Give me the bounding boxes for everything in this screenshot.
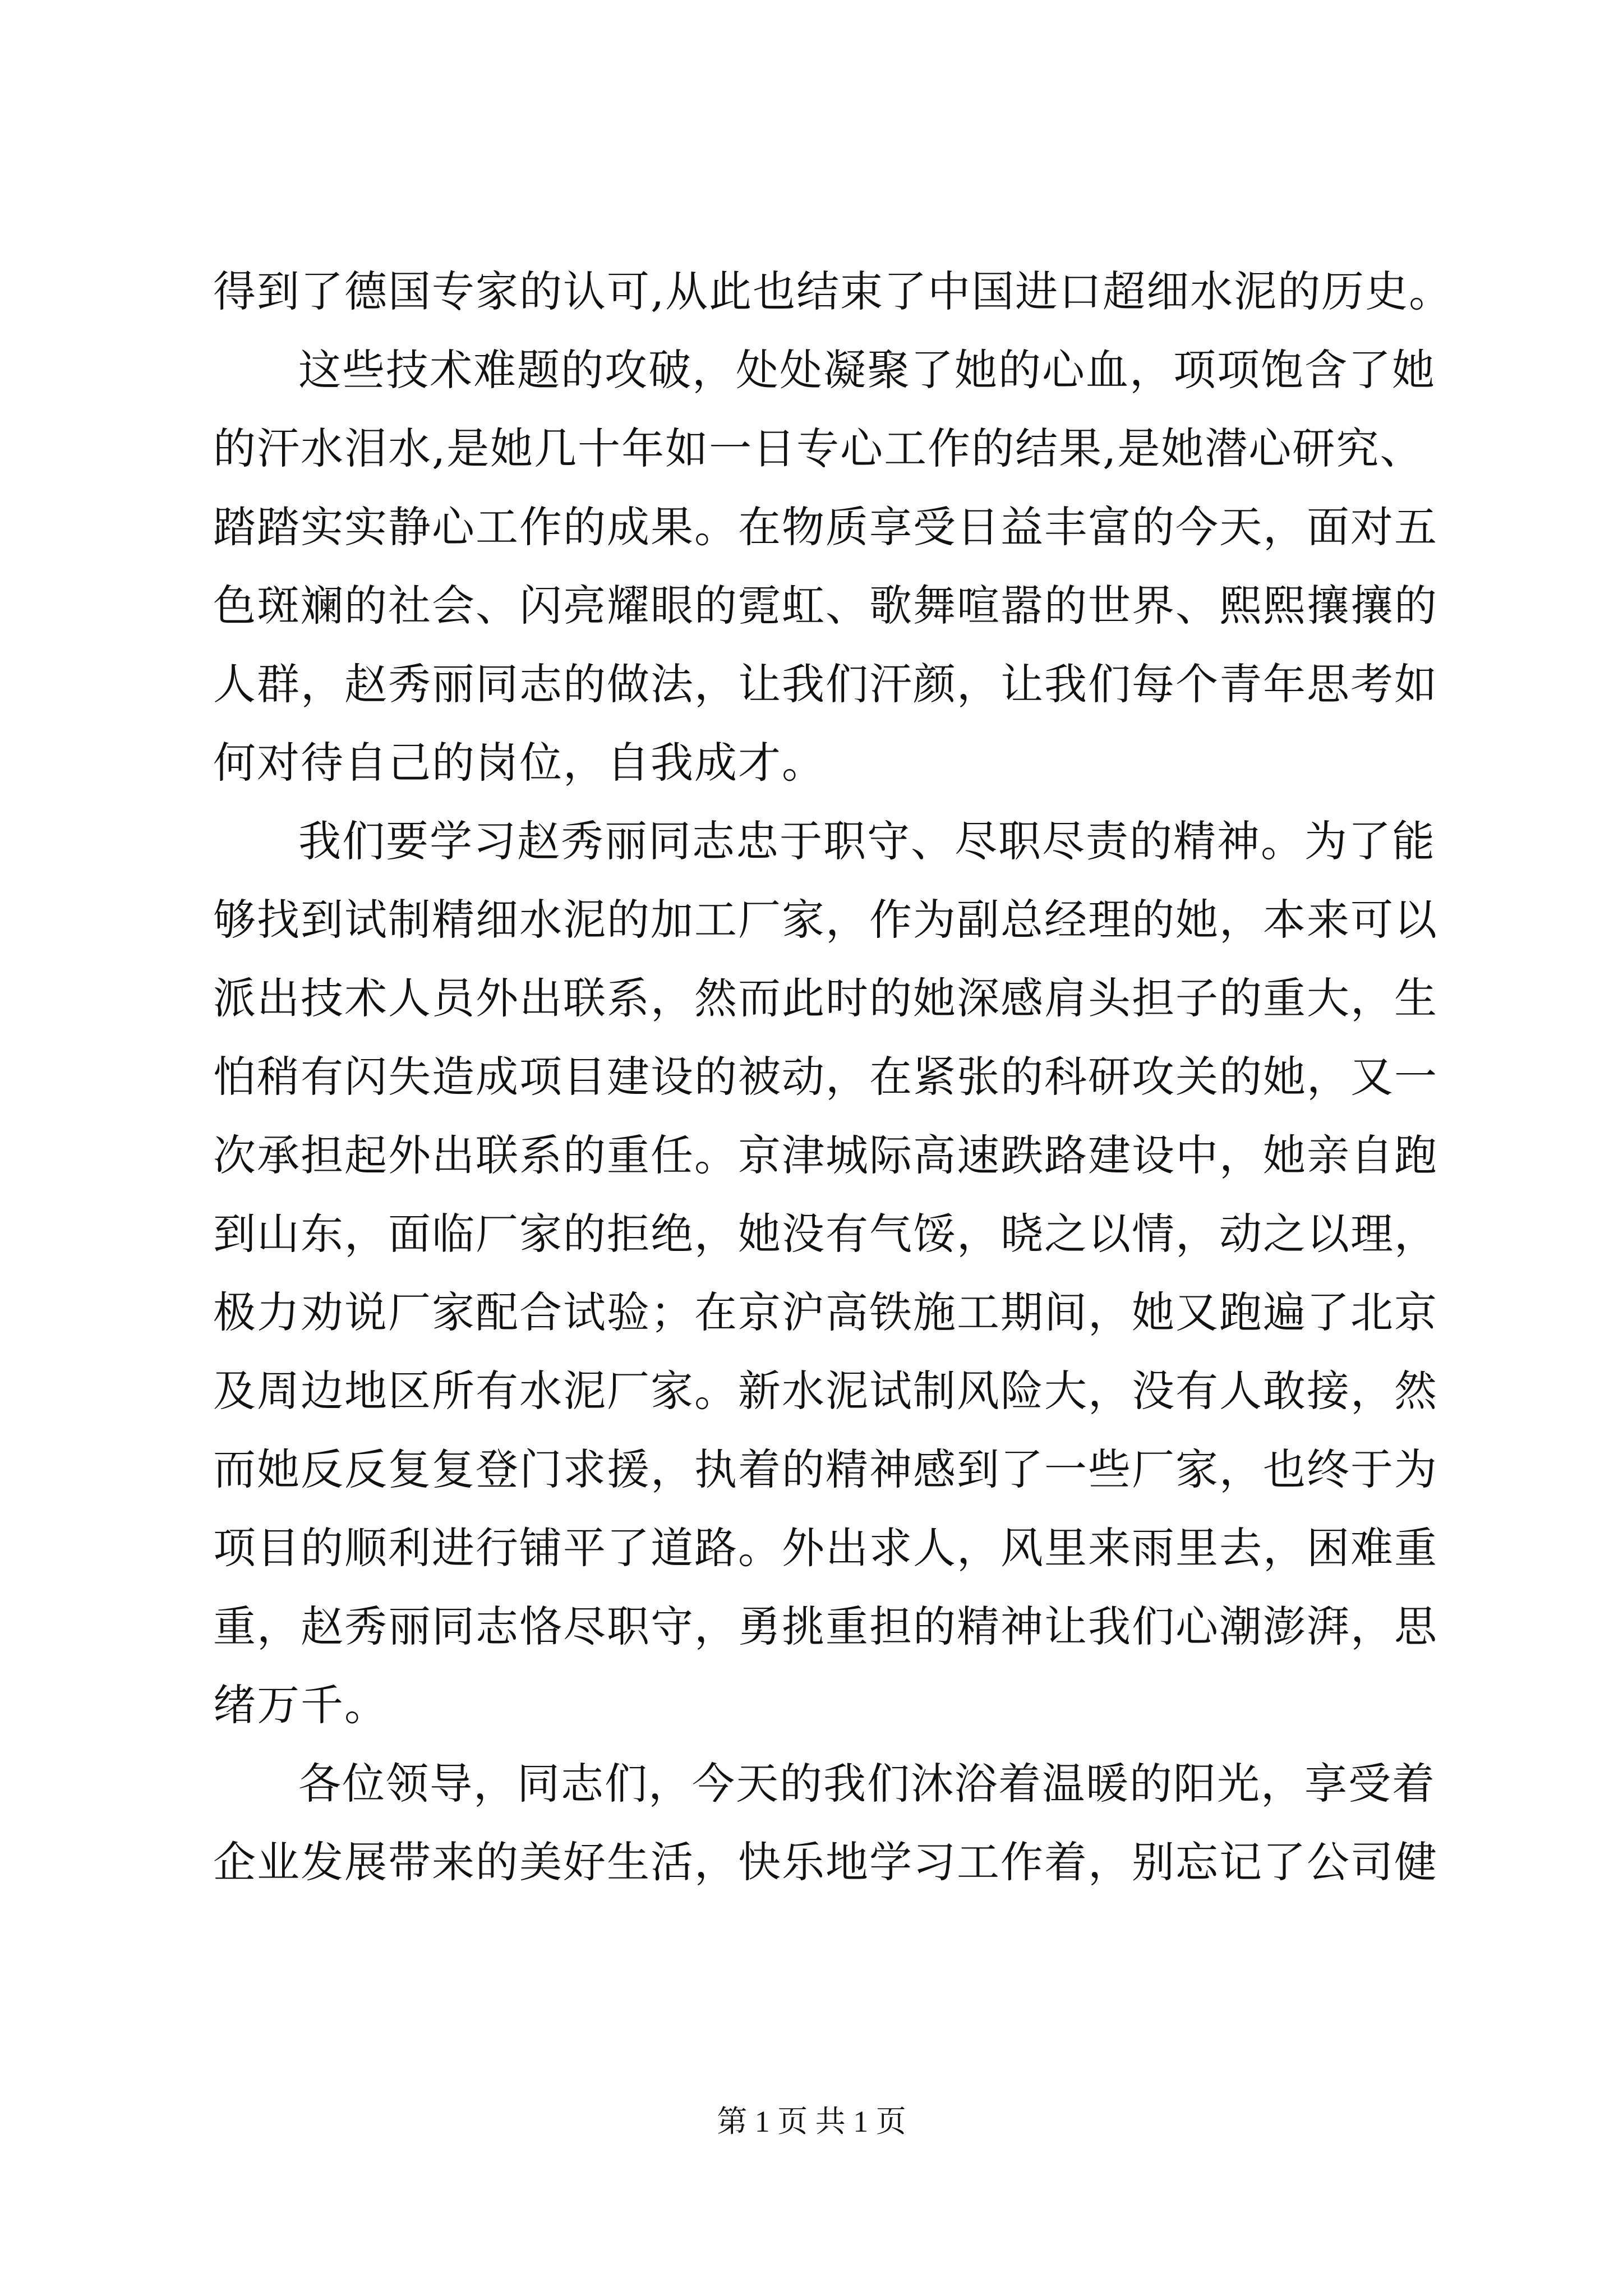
paragraph-start-line: 这些技术难题的攻破，处处凝聚了她的心血，项项饱含了她 <box>298 345 1436 395</box>
text-line: 得到了德国专家的认可,从此也结束了中国进口超细水泥的历史。 <box>213 266 1453 316</box>
text-line: 企业发展带来的美好生活，快乐地学习工作着，别忘记了公司健 <box>213 1837 1438 1887</box>
text-line: 项目的顺利进行铺平了道路。外出求人，风里来雨里去，困难重 <box>213 1523 1438 1573</box>
text-line: 而她反反复复登门求援，执着的精神感到了一些厂家，也终于为 <box>213 1444 1438 1494</box>
text-line: 次承担起外出联系的重任。京津城际高速跌路建设中，她亲自跑 <box>213 1130 1438 1180</box>
page-footer: 第 1 页 共 1 页 <box>717 2105 906 2138</box>
text-line: 怕稍有闪失造成项目建设的被动，在紧张的科研攻关的她，又一 <box>213 1052 1438 1102</box>
text-line: 够找到试制精细水泥的加工厂家，作为副总经理的她，本来可以 <box>213 895 1438 945</box>
text-line: 到山东，面临厂家的拒绝，她没有气馁，晓之以情，动之以理， <box>213 1209 1438 1259</box>
text-line: 派出技术人员外出联系，然而此时的她深感肩头担子的重大，生 <box>213 973 1438 1023</box>
text-line: 及周边地区所有水泥厂家。新水泥试制风险大，没有人敢接，然 <box>213 1366 1438 1416</box>
text-line: 重，赵秀丽同志恪尽职守，勇挑重担的精神让我们心潮澎湃，思 <box>213 1602 1438 1651</box>
text-line: 色斑斓的社会、闪亮耀眼的霓虹、歌舞喧嚣的世界、熙熙攘攘的 <box>213 581 1438 631</box>
paragraph-start-line: 我们要学习赵秀丽同志忠于职守、尽职尽责的精神。为了能 <box>298 816 1436 866</box>
text-line: 何对待自己的岗位，自我成才。 <box>213 738 826 788</box>
text-line: 踏踏实实静心工作的成果。在物质享受日益丰富的今天，面对五 <box>213 502 1438 552</box>
text-line: 的汗水泪水,是她几十年如一日专心工作的结果,是她潜心研究、 <box>213 424 1424 473</box>
text-line: 极力劝说厂家配合试验；在京沪高铁施工期间，她又跑遍了北京 <box>213 1287 1438 1337</box>
text-line: 人群，赵秀丽同志的做法，让我们汗颜，让我们每个青年思考如 <box>213 659 1438 709</box>
paragraph-start-line: 各位领导，同志们，今天的我们沐浴着温暖的阳光，享受着 <box>298 1759 1436 1809</box>
text-line: 绪万千。 <box>213 1680 388 1730</box>
